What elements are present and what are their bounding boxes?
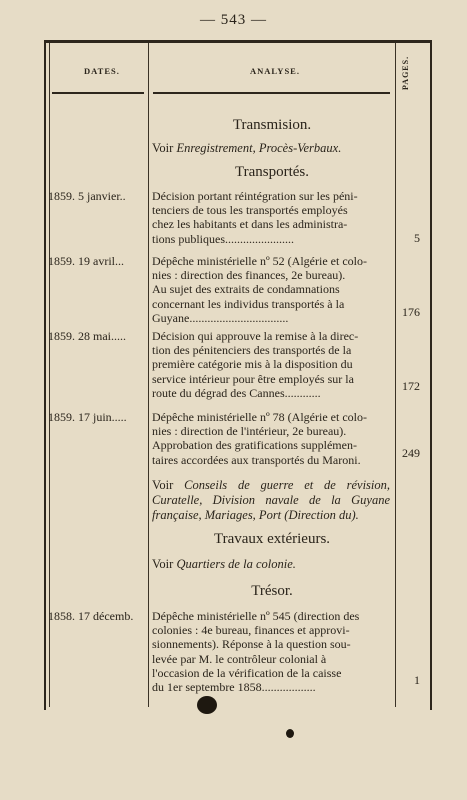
- entry-analysis: Décision qui approuve la remise à la direc- tion des pénitenciers des transportés de la première catégorie mis à la disposition du service intérieur pour être employés sur la route du dégrad des Cannes............: [152, 329, 359, 400]
- entry-page: 172: [402, 379, 420, 393]
- entry-page: 1: [414, 673, 420, 687]
- entry-date: 1859. 5 janvier..: [48, 189, 126, 203]
- section-title-transportes: Transportés.: [234, 164, 310, 180]
- column-divider-pages: [395, 43, 396, 707]
- entry-analysis: Décision portant réintégration sur les péni- tenciers de tous les transportés employés chez les habitants et dans les administra- tions publiques.......................: [152, 189, 358, 246]
- voir-references: Enregistrement, Procès-Verbaux.: [176, 141, 342, 155]
- voir-travaux-exterieurs: [152, 557, 390, 572]
- header-analyse: ANALYSE.: [250, 66, 300, 76]
- entry-analysis: Dépêche ministérielle nº 52 (Algérie et colo- nies : direction des finances, 2e bureau). Au sujet des extraits de condamnations concernant les individus transportés à la Guyane.................................: [152, 254, 367, 325]
- column-divider-analyse: [148, 43, 149, 707]
- voir-label: Voir: [152, 478, 174, 492]
- section-title-transmision: Transmision.: [232, 117, 312, 133]
- voir-references: Conseils de guerre et de révision, Curatelle, Division navale de la Guyane française, Mariages, Port (Direction du).: [152, 478, 391, 522]
- voir-label: Voir: [152, 141, 174, 155]
- ink-stain: [197, 696, 217, 714]
- voir-label: Voir: [152, 557, 174, 571]
- header-rule-analyse: [153, 92, 390, 94]
- header-pages: PAGES.: [401, 55, 410, 90]
- entry-page: 249: [402, 446, 420, 460]
- entry-analysis: Dépêche ministérielle nº 78 (Algérie et colo- nies : direction de l'intérieur, 2e bureau). Approbation des gratifications supplémen- taires accordées aux transportés du Maroni.: [152, 410, 367, 467]
- voir-transportes: [152, 478, 390, 523]
- ink-stain: [286, 729, 294, 738]
- voir-transmision: [152, 141, 390, 156]
- section-title-travaux-exterieurs: Travaux extérieurs.: [213, 531, 331, 547]
- entry-date: 1859. 17 juin.....: [48, 410, 127, 424]
- entry-date: 1858. 17 décemb.: [48, 609, 134, 623]
- entry-analysis: Dépêche ministérielle nº 545 (direction des colonies : 4e bureau, finances et approvi- sionnements). Réponse à la question sou- levée par M. le contrôleur colonial à l'occasion de la vérification de la caisse du 1er septembre 1858..................: [152, 609, 360, 695]
- entry-page: 176: [402, 305, 420, 319]
- header-rule-dates: [52, 92, 144, 94]
- section-title-tresor: Trésor.: [251, 583, 293, 599]
- entry-date: 1859. 28 mai.....: [48, 329, 126, 343]
- entry-date: 1859. 19 avril...: [48, 254, 124, 268]
- voir-references: Quartiers de la colonie.: [176, 557, 296, 571]
- page-number: — 543 —: [200, 12, 267, 28]
- header-dates: DATES.: [84, 66, 120, 76]
- entry-page: 5: [414, 231, 420, 245]
- column-divider-dates: [49, 43, 50, 707]
